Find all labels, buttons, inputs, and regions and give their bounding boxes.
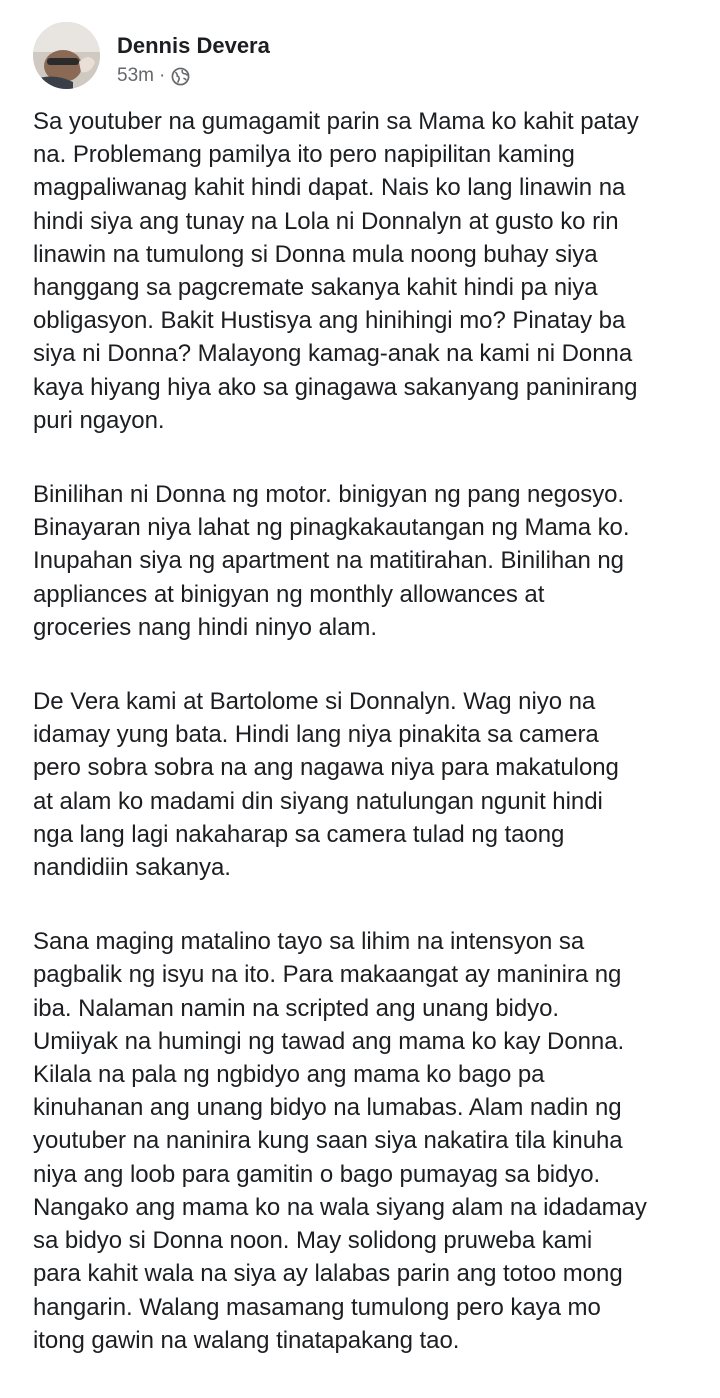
post-text-line: Binayaran niya lahat ng pinagkakautangan ng Mama ko. [33,514,630,542]
post-text-line: hanggang sa pagcremate sakanya kahit hindi pa niya [33,274,598,302]
post-text-line: Binilihan ni Donna ng motor. binigyan ng pang negosyo. [33,481,625,509]
post-text-line: kaya hiyang hiya ako sa ginagawa sakanyang paninirang [33,373,638,401]
post-paragraph [33,685,713,884]
post-subline [117,65,270,87]
post-paragraph [33,105,713,437]
post-text-line: iba. Nalaman namin na scripted ang unang bidyo. [33,994,559,1022]
post-text-line: youtuber na naninira kung saan siya nakatira tila kinuha [33,1127,623,1155]
post-text-line: Umiiyak na humingi ng tawad ang mama ko kay Donna. [33,1027,625,1055]
post-text-line: hindi siya ang tunay na Lola ni Donnalyn at gusto ko rin [33,207,619,235]
post-text-line: itong gawin na walang tinatapakang tao. [33,1326,460,1354]
post-text-line: idamay yung bata. Hindi lang niya pinakita sa camera [33,721,599,749]
post-meta [117,33,270,87]
post-text-line: linawin na tumulong si Donna mula noong buhay siya [33,240,598,268]
author-name[interactable]: Dennis Devera [117,33,270,58]
meta-separator: · [158,65,166,86]
post-text-line: sa bidyo si Donna noon. May solidong pruweba kami [33,1227,593,1255]
post-text-line: at alam ko madami din siyang natulungan ngunit hindi [33,787,603,815]
post-text-line: Sa youtuber na gumagamit parin sa Mama ko kahit patay [33,108,639,135]
post-text-line: kinuhanan ang unang bidyo na lumabas. Alam nadin ng [33,1094,622,1122]
post-text-line: Sana maging matalino tayo sa lihim na intensyon sa [33,928,585,956]
post-text-line: Nangako ang mama ko na wala siyang alam na idadamay [33,1193,647,1221]
post-text-line: De Vera kami at Bartolome si Donnalyn. Wag niyo na [33,688,596,716]
post-text-line: Inupahan siya ng apartment na matitirahan. Binilihan ng [33,547,624,575]
globe-icon [171,67,190,86]
post-text-line: niya ang loob para gamitin o bago pumayag sa bidyo. [33,1160,601,1188]
post-text-line: magpaliwanag kahit hindi dapat. Nais ko lang linawin na [33,174,626,202]
post-header [33,22,270,89]
post-text-line: pero sobra sobra na ang nagawa niya para makatulong [33,754,619,782]
post-text-line: siya ni Donna? Malayong kamag-anak na kami ni Donna [33,340,633,368]
post-text-line: nandidiin sakanya. [33,854,231,882]
post-paragraph [33,478,713,644]
post-text-line: na. Problemang pamilya ito pero napipilitan kaming [33,141,575,169]
post-paragraph [33,925,713,1357]
post-text-line: appliances at binigyan ng monthly allowances at [33,580,545,608]
post-text-line: hangarin. Walang masamang tumulong pero kaya mo [33,1293,601,1321]
post-text-line: Kilala na pala ng ngbidyo ang mama ko bago pa [33,1061,545,1089]
post-text-line: groceries nang hindi ninyo alam. [33,613,377,641]
post-text-line: pagbalik ng isyu na ito. Para makaangat ay maninira ng [33,961,622,989]
avatar[interactable] [33,22,100,89]
post-text-line: para kahit wala na siya ay lalabas parin ang totoo mong [33,1260,623,1288]
post-text-line: nga lang lagi nakaharap sa camera tulad ng taong [33,820,565,848]
post-text [33,105,713,1398]
post-timestamp[interactable]: 53m [117,65,154,86]
post-text-line: puri ngayon. [33,406,165,434]
post-text-line: obligasyon. Bakit Hustisya ang hinihingi mo? Pinatay ba [33,307,626,335]
